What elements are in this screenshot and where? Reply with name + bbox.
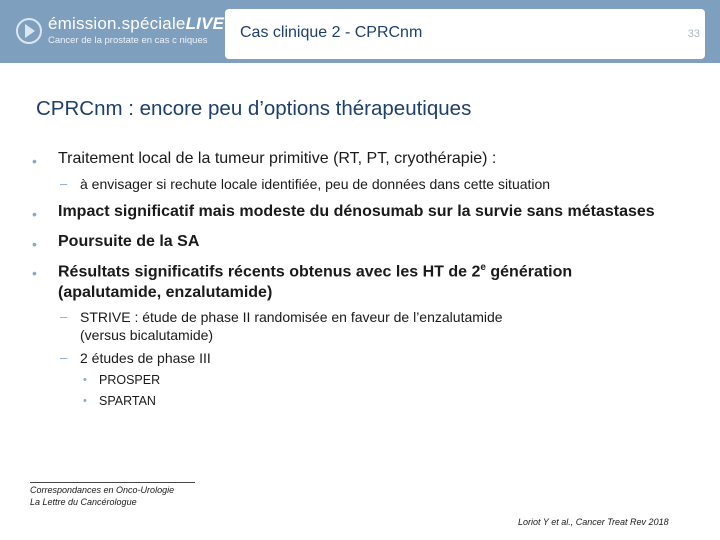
subbullet-strive-line2: (versus bicalutamide) <box>80 327 214 343</box>
subbullet-strive: STRIVE : étude de phase II randomisée en faveur de l’enzalutamide <box>80 309 503 325</box>
bullet-marker: • <box>83 395 87 407</box>
title-tab <box>225 9 705 59</box>
header-bar <box>0 0 720 63</box>
bullet-ht-results: Résultats significatifs récents obtenus avec les HT de 2e génération <box>58 262 573 281</box>
bullet-marker: • <box>32 236 37 252</box>
footer-source-line1: Correspondances en Onco-Urologie <box>30 485 175 495</box>
slide-heading: CPRCnm : encore peu d’options thérapeutiques <box>36 97 472 120</box>
subbullet-local-relapse: à envisager si rechute locale identifiée, peu de données dans cette situation <box>80 176 551 192</box>
bullet-ht-results-line2: (apalutamide, enzalutamide) <box>58 284 273 301</box>
dash-marker: – <box>60 350 68 365</box>
page-number: 33 <box>687 28 700 40</box>
footer-source-line2: La Lettre du Cancérologue <box>30 497 137 507</box>
bullet-marker: • <box>83 374 87 386</box>
bullet-denosumab: Impact significatif mais modeste du dénosumab sur la survie sans métastases <box>58 203 655 220</box>
bullet-marker: • <box>32 153 37 169</box>
logo <box>16 14 225 50</box>
subbullet-phase3: 2 études de phase III <box>80 350 211 366</box>
logo-subtitle: Cancer de la prostate en cas c niques <box>48 35 208 46</box>
bullet-marker: • <box>32 206 37 222</box>
slide-title: Cas clinique 2 - CPRCnm <box>240 24 423 41</box>
study-prosper: PROSPER <box>99 373 161 387</box>
play-icon <box>25 24 35 38</box>
footer-source <box>30 484 174 508</box>
logo-title: émission.spécialeLIVE <box>48 14 225 33</box>
footer-divider <box>30 482 195 483</box>
dash-marker: – <box>60 176 68 191</box>
study-spartan: SPARTAN <box>99 394 156 408</box>
footer-reference: Loriot Y et al., Cancer Treat Rev 2018 <box>518 517 669 527</box>
dash-marker: – <box>60 309 68 324</box>
bullet-local-treatment: Traitement local de la tumeur primitive (RT, PT, cryothérapie) : <box>58 150 497 167</box>
bullet-sa: Poursuite de la SA <box>58 233 200 250</box>
bullet-marker: • <box>32 265 37 281</box>
